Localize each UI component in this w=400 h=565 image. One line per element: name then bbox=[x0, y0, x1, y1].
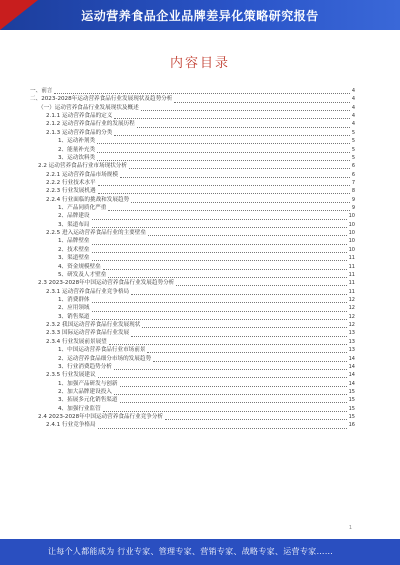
toc-entry[interactable] bbox=[30, 313, 355, 321]
toc-leader-dots bbox=[114, 389, 347, 395]
toc-entry-page: 13 bbox=[348, 338, 355, 345]
toc-entry-page: 9 bbox=[351, 205, 355, 212]
toc-leader-dots bbox=[176, 280, 346, 286]
toc-entry[interactable] bbox=[30, 371, 355, 379]
toc-entry-page: 5 bbox=[351, 138, 355, 145]
toc-leader-dots bbox=[131, 197, 350, 203]
toc-entry[interactable] bbox=[30, 87, 355, 95]
toc-entry-page: 14 bbox=[348, 355, 355, 362]
toc-leader-dots bbox=[120, 381, 347, 387]
toc-leader-dots bbox=[137, 122, 350, 128]
toc-leader-dots bbox=[92, 255, 347, 261]
toc-entry-title: （一）运动营养食品行业发展现状及概述 bbox=[38, 104, 139, 111]
toc-leader-dots bbox=[92, 314, 347, 320]
toc-entry-page: 11 bbox=[348, 280, 355, 287]
toc-leader-dots bbox=[165, 414, 347, 420]
toc-entry-title: 1、产品同质化严重 bbox=[58, 205, 107, 212]
toc-entry-title: 1、消费群体 bbox=[58, 296, 90, 303]
toc-leader-dots bbox=[114, 364, 347, 370]
toc-entry[interactable] bbox=[30, 229, 355, 237]
toc-leader-dots bbox=[114, 130, 349, 136]
toc-leader-dots bbox=[97, 155, 350, 161]
toc-entry-title: 2.2.4 行业面临的挑战和发展趋势 bbox=[46, 196, 130, 203]
toc-entry-page: 9 bbox=[351, 196, 355, 203]
report-title: 运动营养食品企业品牌差异化策略研究报告 bbox=[81, 9, 319, 23]
toc-entry-page: 13 bbox=[348, 347, 355, 354]
toc-entry-page: 4 bbox=[351, 88, 355, 94]
toc-entry-page: 4 bbox=[351, 96, 355, 103]
toc-entry[interactable] bbox=[30, 221, 355, 229]
toc-entry[interactable] bbox=[30, 204, 355, 212]
toc-entry-page: 5 bbox=[351, 129, 355, 136]
toc-leader-dots bbox=[92, 222, 347, 228]
toc-entry[interactable] bbox=[30, 405, 355, 413]
toc-entry-title: 1、加强产品研发与创新 bbox=[58, 380, 118, 387]
toc-entry-page: 10 bbox=[348, 238, 355, 245]
toc-entry[interactable] bbox=[30, 129, 355, 137]
toc-entry-title: 2、品牌建设 bbox=[58, 213, 90, 220]
toc-entry-page: 10 bbox=[348, 230, 355, 237]
toc-entry[interactable] bbox=[30, 246, 355, 254]
toc-entry-page: 10 bbox=[348, 246, 355, 253]
toc-entry-title: 二、2023-2028年运动营养食品行业发展现状及趋势分析 bbox=[30, 96, 173, 103]
page-number: 1 bbox=[348, 525, 352, 531]
toc-leader-dots bbox=[153, 356, 347, 362]
toc-entry[interactable] bbox=[30, 212, 355, 220]
toc-leader-dots bbox=[114, 113, 349, 119]
toc-entry-title: 3、拓展多元化销售渠道 bbox=[58, 397, 118, 404]
toc-entry[interactable] bbox=[30, 187, 355, 195]
toc-entry-page: 10 bbox=[348, 221, 355, 228]
toc-entry-page: 11 bbox=[348, 288, 355, 295]
toc-leader-dots bbox=[92, 297, 347, 303]
toc-entry-page: 10 bbox=[348, 213, 355, 220]
toc-leader-dots bbox=[141, 105, 350, 111]
toc-entry-title: 2、应用领域 bbox=[58, 305, 90, 312]
toc-leader-dots bbox=[98, 180, 350, 186]
toc-leader-dots bbox=[129, 163, 350, 169]
toc-entry-title: 2.2.2 行业技术水平 bbox=[46, 179, 96, 186]
toc-entry-title: 2.4.1 行业竞争格局 bbox=[46, 422, 96, 429]
header-bar bbox=[0, 0, 400, 30]
toc-leader-dots bbox=[103, 406, 347, 412]
toc-entry-page: 6 bbox=[351, 171, 355, 178]
toc-entry-page: 8 bbox=[351, 188, 355, 195]
toc-leader-dots bbox=[131, 289, 346, 295]
toc-entry[interactable] bbox=[30, 95, 355, 103]
toc-entry[interactable] bbox=[30, 120, 355, 128]
toc-entry[interactable] bbox=[30, 112, 355, 120]
toc-leader-dots bbox=[103, 264, 347, 270]
toc-entry[interactable] bbox=[30, 396, 355, 404]
toc-entry-title: 2、技术壁垒 bbox=[58, 246, 90, 253]
toc-entry-title: 2.1.2 运动营养食品行业的发展历程 bbox=[46, 121, 135, 128]
toc-entry-title: 一、前言 bbox=[30, 88, 53, 94]
toc-entry[interactable] bbox=[30, 413, 355, 421]
toc-entry-title: 2.2.5 进入运动营养食品行业的主要壁垒 bbox=[46, 230, 146, 237]
footer-bar bbox=[0, 539, 400, 565]
toc-entry-title: 2.1.3 运动营养食品的分类 bbox=[46, 129, 113, 136]
toc-entry[interactable] bbox=[30, 329, 355, 337]
toc-entry[interactable] bbox=[30, 179, 355, 187]
toc-entry-page: 12 bbox=[348, 296, 355, 303]
toc-entry-page: 4 bbox=[351, 113, 355, 120]
toc-entry[interactable] bbox=[30, 321, 355, 329]
toc-entry-title: 2.1.1 运动营养食品的定义 bbox=[46, 113, 113, 120]
toc-entry-page: 4 bbox=[351, 121, 355, 128]
toc-entry-page: 5 bbox=[351, 146, 355, 153]
toc-entry[interactable] bbox=[30, 171, 355, 179]
toc-entry-title: 3、行业消费趋势分析 bbox=[58, 363, 112, 370]
toc-entry[interactable] bbox=[30, 388, 355, 396]
toc-leader-dots bbox=[148, 230, 347, 236]
toc-entry[interactable] bbox=[30, 146, 355, 154]
toc-entry-title: 2.3.1 运动营养食品行业竞争格局 bbox=[46, 288, 130, 295]
toc-entry-title: 2.4 2023-2028年中国运动营养食品行业竞争分析 bbox=[38, 414, 164, 421]
toc-leader-dots bbox=[147, 347, 346, 353]
toc-entry-title: 4、资金规模壁垒 bbox=[58, 263, 101, 270]
toc-entry-title: 2.2.3 行业发展机遇 bbox=[46, 188, 96, 195]
toc-entry-page: 15 bbox=[348, 397, 355, 404]
toc-entry-title: 2、运动营养食品细分市场的发展趋势 bbox=[58, 355, 152, 362]
toc-entry-title: 2.3.5 行业发展建议 bbox=[46, 372, 96, 379]
toc-entry[interactable] bbox=[30, 296, 355, 304]
toc-entry-page: 15 bbox=[348, 414, 355, 421]
toc-leader-dots bbox=[98, 423, 347, 429]
toc-entry[interactable] bbox=[30, 254, 355, 262]
toc-entry-page: 12 bbox=[348, 322, 355, 329]
toc-entry-title: 5、研发及人才壁垒 bbox=[58, 271, 107, 278]
toc-entry-title: 2.3 2023-2028年中国运动营养食品行业发展趋势分析 bbox=[38, 280, 175, 287]
toc-entry[interactable] bbox=[30, 279, 355, 287]
toc-entry[interactable] bbox=[30, 271, 355, 279]
toc-leader-dots bbox=[54, 88, 349, 94]
toc-entry-page: 13 bbox=[348, 330, 355, 337]
toc-entry[interactable] bbox=[30, 288, 355, 296]
table-of-contents bbox=[30, 87, 355, 430]
toc-entry[interactable] bbox=[30, 237, 355, 245]
toc-leader-dots bbox=[92, 247, 347, 253]
toc-entry[interactable] bbox=[30, 338, 355, 346]
toc-entry-title: 1、运动补剂类 bbox=[58, 138, 96, 145]
toc-entry[interactable] bbox=[30, 196, 355, 204]
toc-entry-title: 1、中国运动营养食品行业市场前景 bbox=[58, 347, 146, 354]
toc-entry[interactable] bbox=[30, 380, 355, 388]
toc-leader-dots bbox=[92, 214, 347, 220]
toc-entry-page: 4 bbox=[351, 104, 355, 111]
toc-entry-page: 15 bbox=[348, 405, 355, 412]
toc-leader-dots bbox=[174, 97, 349, 103]
toc-entry-title: 4、加强行业监管 bbox=[58, 405, 101, 412]
toc-entry[interactable] bbox=[30, 162, 355, 170]
toc-entry-title: 2、加大品牌建设投入 bbox=[58, 388, 112, 395]
toc-entry[interactable] bbox=[30, 363, 355, 371]
toc-entry-page: 11 bbox=[348, 271, 355, 278]
toc-entry-title: 2、能量补充类 bbox=[58, 146, 96, 153]
toc-entry[interactable] bbox=[30, 263, 355, 271]
toc-leader-dots bbox=[98, 372, 347, 378]
toc-leader-dots bbox=[97, 138, 350, 144]
toc-entry-page: 5 bbox=[351, 154, 355, 161]
toc-leader-dots bbox=[92, 306, 347, 312]
toc-entry-title: 2.2 运动营养食品行业市场现状分析 bbox=[38, 163, 127, 170]
toc-leader-dots bbox=[120, 172, 350, 178]
toc-entry[interactable] bbox=[30, 355, 355, 363]
toc-leader-dots bbox=[142, 322, 346, 328]
toc-entry-title: 3、销售渠道 bbox=[58, 313, 90, 320]
toc-heading: 内容目录 bbox=[169, 56, 230, 71]
toc-entry-page: 11 bbox=[348, 263, 355, 270]
toc-leader-dots bbox=[131, 331, 346, 337]
toc-entry[interactable] bbox=[30, 346, 355, 354]
toc-entry[interactable] bbox=[30, 104, 355, 112]
toc-entry-title: 2.3.4 行业发展前景展望 bbox=[46, 338, 107, 345]
toc-leader-dots bbox=[92, 239, 347, 245]
toc-entry-page: 15 bbox=[348, 388, 355, 395]
toc-entry-title: 3、渠道布局 bbox=[58, 221, 90, 228]
toc-entry-page: 6 bbox=[351, 163, 355, 170]
toc-entry[interactable] bbox=[30, 137, 355, 145]
toc-entry-title: 1、品牌壁垒 bbox=[58, 238, 90, 245]
footer-slogan: 让每个人都能成为 行业专家、管理专家、营销专家、战略专家、运营专家…… bbox=[48, 547, 334, 556]
toc-leader-dots bbox=[97, 147, 350, 153]
toc-entry-page: 14 bbox=[348, 372, 355, 379]
toc-leader-dots bbox=[108, 205, 350, 211]
toc-entry-title: 2.2.1 运动营养食品市场规模 bbox=[46, 171, 118, 178]
toc-entry-title: 3、运动饮料类 bbox=[58, 154, 96, 161]
toc-entry-page: 12 bbox=[348, 313, 355, 320]
toc-entry[interactable] bbox=[30, 421, 355, 429]
toc-leader-dots bbox=[98, 188, 350, 194]
toc-leader-dots bbox=[120, 397, 347, 403]
toc-leader-dots bbox=[109, 339, 347, 345]
toc-entry-title: 2.3.3 国际运动营养食品行业发展 bbox=[46, 330, 130, 337]
toc-entry-page: 14 bbox=[348, 380, 355, 387]
toc-entry-page: 11 bbox=[348, 255, 355, 262]
toc-entry-page: 14 bbox=[348, 363, 355, 370]
toc-entry[interactable] bbox=[30, 304, 355, 312]
toc-leader-dots bbox=[108, 272, 346, 278]
toc-entry[interactable] bbox=[30, 154, 355, 162]
toc-entry-page: 16 bbox=[348, 422, 355, 429]
toc-entry-title: 2.3.2 我国运动营养食品行业发展现状 bbox=[46, 322, 141, 329]
toc-entry-title: 3、渠道壁垒 bbox=[58, 255, 90, 262]
toc-entry-page: 12 bbox=[348, 305, 355, 312]
toc-entry-page: 7 bbox=[351, 179, 355, 186]
